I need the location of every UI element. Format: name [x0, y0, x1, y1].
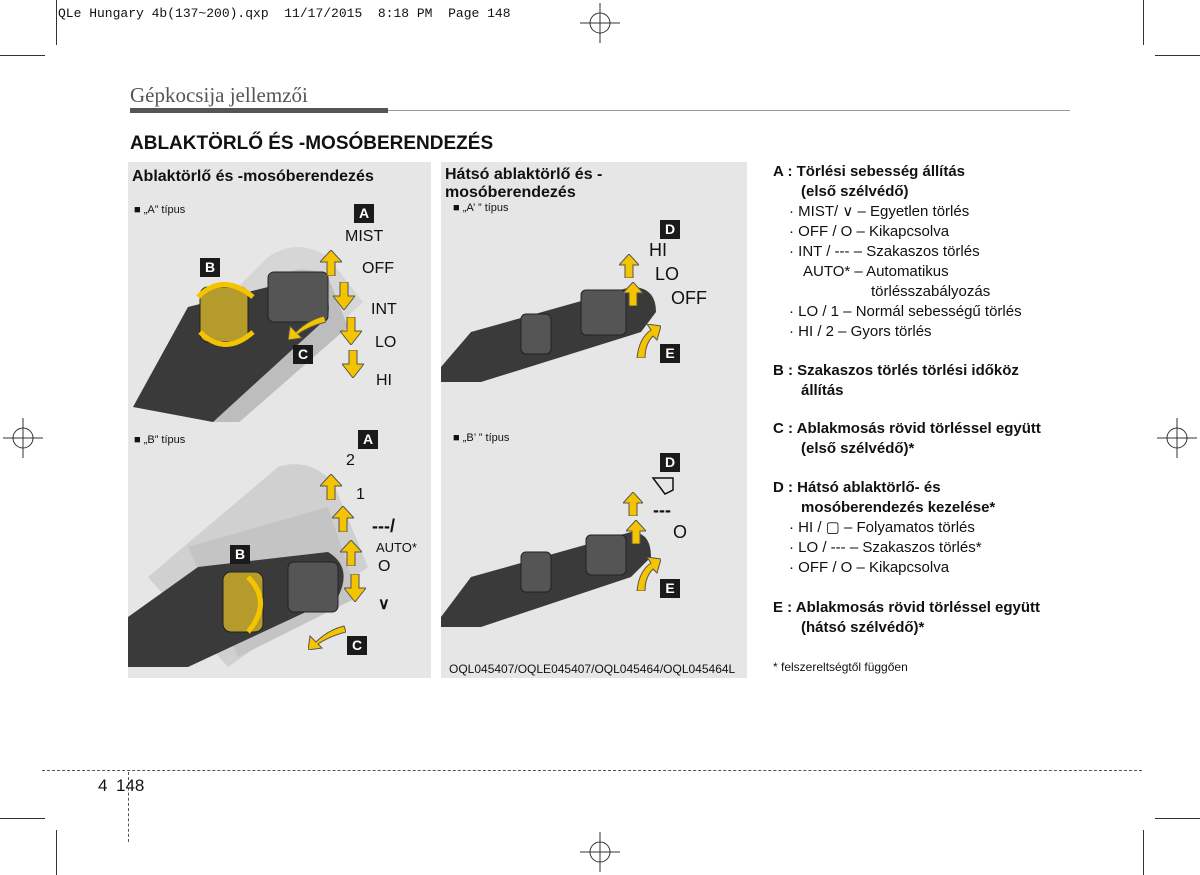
- washer-pull-arrow-icon: [308, 622, 346, 650]
- crop-mark: [1143, 830, 1144, 875]
- type-b-label: ■ „B’ ” típus: [453, 432, 510, 444]
- desc-b-head: B : Szakaszos törlés törlési időköz: [773, 362, 1019, 379]
- arrow-down-icon: [333, 282, 355, 310]
- arrow-up-icon: [623, 282, 643, 306]
- print-date: 11/17/2015: [284, 6, 363, 21]
- arrow-up-icon: [626, 520, 646, 544]
- desc-d-item: · OFF / O – Kikapcsolva: [789, 559, 950, 576]
- label-mist-v: ∨: [378, 596, 390, 613]
- desc-d-item: · HI / ▢ – Folyamatos törlés: [789, 519, 975, 536]
- desc-e-head: E : Ablakmosás rövid törléssel együtt: [773, 599, 1041, 616]
- arrow-up-icon: [619, 254, 639, 278]
- figure-title-line1: Hátsó ablaktörlő és -: [445, 166, 603, 183]
- footer-divider: [42, 770, 1142, 771]
- registration-mark-icon: [580, 832, 620, 872]
- description-c: [773, 419, 1041, 459]
- arrow-down-icon: [344, 574, 366, 602]
- arrow-up-icon: [320, 474, 342, 500]
- crop-mark: [1143, 0, 1144, 45]
- arrow-up-icon: [623, 492, 643, 516]
- figure-code: OQL045407/OQLE045407/OQL045464/OQL045464L: [449, 662, 736, 676]
- label-intermittent: ---/: [372, 516, 395, 536]
- label-off-o: O: [673, 522, 688, 542]
- arrow-up-icon: [320, 250, 342, 276]
- washer-push-arrow-icon: [633, 324, 661, 358]
- page-number: 148: [116, 776, 145, 795]
- tag-a: A: [354, 204, 374, 223]
- desc-a-item: · HI / 2 – Gyors törlés: [789, 323, 932, 340]
- tag-e: E: [660, 344, 680, 363]
- desc-a-sub: (első szélvédő): [801, 183, 909, 200]
- label-2: 2: [346, 452, 355, 469]
- chapter-number: 4: [98, 776, 108, 795]
- desc-a-head: A : Törlési sebesség állítás: [773, 163, 966, 180]
- section-rule: [130, 108, 388, 113]
- crop-mark: [1155, 55, 1200, 56]
- crop-mark: [1155, 818, 1200, 819]
- label-1: 1: [356, 486, 365, 503]
- wiper-stalk-b-illustration: [128, 447, 431, 667]
- description-d: [773, 478, 995, 578]
- tag-d: D: [660, 220, 680, 239]
- front-wiper-figure: [128, 162, 431, 678]
- arrow-down-icon: [342, 350, 364, 378]
- description-e: [773, 598, 1040, 638]
- tag-e: E: [660, 579, 680, 598]
- section-title: Gépkocsija jellemzői: [130, 83, 308, 107]
- rear-stalk-b-illustration: [441, 507, 747, 627]
- label-intermittent: ---: [653, 500, 671, 520]
- desc-a-item: · MIST/ ∨ – Egyetlen törlés: [789, 203, 970, 220]
- desc-e-sub: (hátsó szélvédő)*: [801, 619, 925, 636]
- desc-a-item: · OFF / O – Kikapcsolva: [789, 223, 950, 240]
- label-lo: LO: [655, 264, 680, 284]
- label-int: INT: [371, 301, 397, 318]
- desc-c-sub: (első szélvédő)*: [801, 440, 915, 457]
- tag-b: B: [230, 545, 250, 564]
- desc-a-item: törlésszabályozás: [871, 283, 991, 300]
- rear-wiper-figure: [441, 162, 747, 678]
- label-auto: AUTO*: [376, 540, 417, 555]
- tag-a: A: [358, 430, 378, 449]
- tag-b: B: [200, 258, 220, 277]
- wiper-stalk-a-illustration: [128, 217, 431, 422]
- label-off: OFF: [671, 288, 707, 308]
- desc-c-head: C : Ablakmosás rövid törléssel együtt: [773, 420, 1041, 437]
- type-a-label: ■ „A” típus: [134, 204, 186, 216]
- footnote: * felszereltségtől függően: [773, 660, 908, 674]
- desc-d-sub: mosóberendezés kezelése*: [801, 499, 996, 516]
- label-off-o: O: [378, 558, 391, 575]
- rear-wiper-symbol-icon: [651, 476, 675, 496]
- tag-c: C: [347, 636, 367, 655]
- section-rule-thin: [388, 110, 1070, 111]
- type-a-label: ■ „A’ ” típus: [453, 202, 509, 214]
- desc-b-sub: állítás: [801, 382, 844, 399]
- arrow-up-icon: [340, 540, 362, 566]
- crop-mark: [0, 818, 45, 819]
- label-off: OFF: [362, 260, 394, 277]
- tag-c: C: [293, 345, 313, 364]
- desc-d-item: · LO / --- – Szakaszos törlés*: [789, 539, 982, 556]
- desc-a-item: · INT / --- – Szakaszos törlés: [789, 243, 980, 260]
- print-header: [58, 6, 511, 21]
- washer-pull-arrow-icon: [288, 312, 326, 340]
- registration-mark-icon: [3, 418, 43, 458]
- crop-mark: [56, 830, 57, 875]
- label-hi: HI: [376, 372, 392, 389]
- tag-d: D: [660, 453, 680, 472]
- desc-a-item: · LO / 1 – Normál sebességű törlés: [789, 303, 1022, 320]
- arrow-down-icon: [340, 317, 362, 345]
- page-title: ABLAKTÖRLŐ ÉS -MOSÓBERENDEZÉS: [130, 133, 494, 154]
- figure-title: Ablaktörlő és -mosóberendezés: [132, 168, 374, 185]
- label-mist: MIST: [345, 228, 384, 245]
- figure-title-line2: mosóberendezés: [445, 184, 576, 201]
- label-hi: HI: [649, 240, 667, 260]
- registration-mark-icon: [580, 3, 620, 43]
- label-lo: LO: [375, 334, 397, 351]
- desc-a-item: AUTO* – Automatikus: [803, 263, 949, 280]
- print-page: Page 148: [448, 6, 511, 21]
- file-name: QLe Hungary 4b(137~200).qxp: [58, 6, 269, 21]
- desc-d-head: D : Hátsó ablaktörlő- és: [773, 479, 941, 496]
- description-b: [773, 361, 1019, 401]
- crop-mark: [56, 0, 57, 45]
- registration-mark-icon: [1157, 418, 1197, 458]
- description-a: [773, 162, 1022, 342]
- print-time: 8:18 PM: [377, 6, 433, 21]
- arrow-up-icon: [332, 506, 354, 532]
- type-b-label: ■ „B” típus: [134, 434, 186, 446]
- crop-mark: [0, 55, 45, 56]
- washer-push-arrow-icon: [633, 557, 661, 591]
